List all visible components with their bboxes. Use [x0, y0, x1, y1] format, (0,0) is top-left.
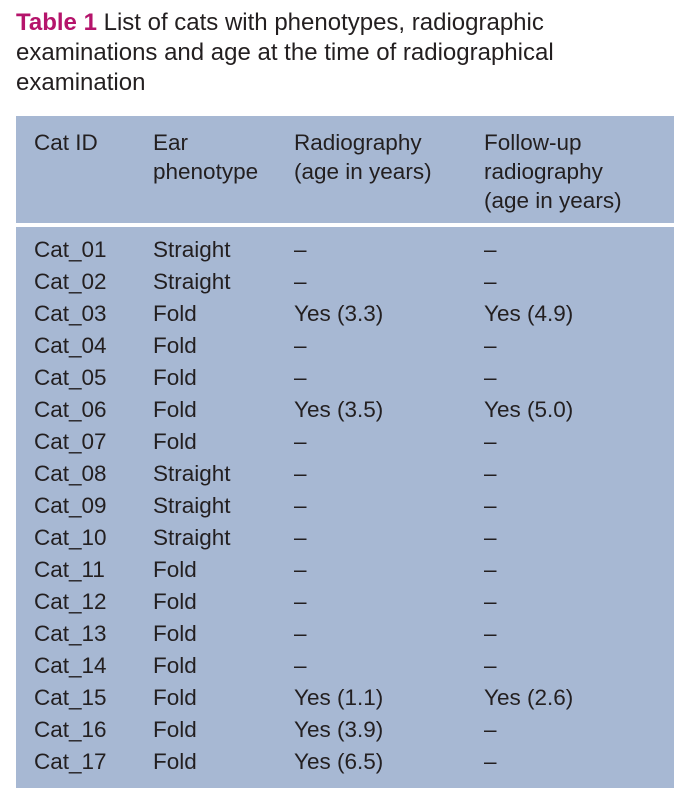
cell-radiography: – — [294, 557, 307, 582]
table-row — [16, 682, 674, 714]
cell-follow-up: – — [484, 237, 497, 262]
table-row — [16, 298, 674, 330]
table-row — [16, 234, 674, 266]
cell-follow-up: – — [484, 333, 497, 358]
header-follow-up-radiography: Follow-up radiography (age in years) — [484, 130, 622, 213]
cell-radiography: Yes (3.9) — [294, 717, 384, 742]
cell-radiography: – — [294, 653, 307, 678]
cell-ear-phenotype: Fold — [153, 397, 197, 422]
cell-cat-id: Cat_06 — [34, 397, 107, 422]
table-row — [16, 330, 674, 362]
cat-table — [16, 116, 674, 788]
cell-cat-id: Cat_07 — [34, 429, 107, 454]
cell-radiography: Yes (3.5) — [294, 397, 384, 422]
cell-follow-up: – — [484, 269, 497, 294]
table-row — [16, 586, 674, 618]
table-row — [16, 266, 674, 298]
cell-radiography: – — [294, 429, 307, 454]
table-row — [16, 394, 674, 426]
cell-radiography: Yes (1.1) — [294, 685, 384, 710]
table-row — [16, 746, 674, 778]
cell-cat-id: Cat_03 — [34, 301, 107, 326]
cell-follow-up: Yes (5.0) — [484, 397, 574, 422]
caption-text: List of cats with phenotypes, radiographic examinations and age at the time of radiographical examination — [16, 9, 554, 96]
cell-ear-phenotype: Fold — [153, 717, 197, 742]
cell-cat-id: Cat_14 — [34, 653, 107, 678]
table-row — [16, 490, 674, 522]
cell-follow-up: – — [484, 653, 497, 678]
cell-follow-up: – — [484, 429, 497, 454]
cell-cat-id: Cat_10 — [34, 525, 107, 550]
table-row — [16, 714, 674, 746]
header-divider — [16, 223, 674, 227]
cell-cat-id: Cat_08 — [34, 461, 107, 486]
cell-follow-up: – — [484, 717, 497, 742]
table-header-row — [16, 116, 674, 223]
cell-ear-phenotype: Straight — [153, 493, 231, 518]
cell-follow-up: – — [484, 557, 497, 582]
cell-ear-phenotype: Fold — [153, 557, 197, 582]
cell-follow-up: Yes (2.6) — [484, 685, 574, 710]
cell-radiography: – — [294, 525, 307, 550]
cell-radiography: – — [294, 365, 307, 390]
cell-follow-up: – — [484, 493, 497, 518]
cell-radiography: – — [294, 237, 307, 262]
cell-ear-phenotype: Straight — [153, 461, 231, 486]
table-body — [16, 234, 674, 778]
cell-ear-phenotype: Fold — [153, 749, 197, 774]
cell-ear-phenotype: Straight — [153, 237, 231, 262]
cell-cat-id: Cat_01 — [34, 237, 107, 262]
cell-radiography: Yes (3.3) — [294, 301, 384, 326]
table-row — [16, 522, 674, 554]
cell-follow-up: – — [484, 525, 497, 550]
cell-cat-id: Cat_05 — [34, 365, 107, 390]
cell-ear-phenotype: Fold — [153, 621, 197, 646]
header-ear-phenotype: Ear phenotype — [153, 130, 259, 184]
cell-ear-phenotype: Fold — [153, 589, 197, 614]
table-row — [16, 362, 674, 394]
cell-ear-phenotype: Fold — [153, 653, 197, 678]
cell-radiography: – — [294, 621, 307, 646]
cell-ear-phenotype: Fold — [153, 429, 197, 454]
cell-ear-phenotype: Fold — [153, 301, 197, 326]
cell-cat-id: Cat_15 — [34, 685, 107, 710]
cell-radiography: – — [294, 461, 307, 486]
table-row — [16, 554, 674, 586]
cell-radiography: – — [294, 269, 307, 294]
table-row — [16, 618, 674, 650]
cell-ear-phenotype: Straight — [153, 269, 231, 294]
header-radiography: Radiography (age in years) — [294, 130, 432, 184]
cell-follow-up: – — [484, 461, 497, 486]
cell-cat-id: Cat_04 — [34, 333, 107, 358]
caption-label: Table 1 — [16, 9, 97, 36]
cell-radiography: – — [294, 589, 307, 614]
table-row — [16, 650, 674, 682]
cell-follow-up: – — [484, 749, 497, 774]
cell-cat-id: Cat_12 — [34, 589, 107, 614]
cell-ear-phenotype: Fold — [153, 685, 197, 710]
cell-radiography: Yes (6.5) — [294, 749, 384, 774]
cell-cat-id: Cat_16 — [34, 717, 107, 742]
cell-cat-id: Cat_02 — [34, 269, 107, 294]
cell-cat-id: Cat_13 — [34, 621, 107, 646]
cell-follow-up: – — [484, 589, 497, 614]
cell-cat-id: Cat_11 — [34, 557, 105, 582]
table-row — [16, 426, 674, 458]
cell-ear-phenotype: Fold — [153, 333, 197, 358]
cell-radiography: – — [294, 493, 307, 518]
cell-follow-up: Yes (4.9) — [484, 301, 574, 326]
cell-follow-up: – — [484, 621, 497, 646]
table-row — [16, 458, 674, 490]
cell-radiography: – — [294, 333, 307, 358]
cell-cat-id: Cat_09 — [34, 493, 107, 518]
cell-ear-phenotype: Straight — [153, 525, 231, 550]
cell-cat-id: Cat_17 — [34, 749, 107, 774]
cell-follow-up: – — [484, 365, 497, 390]
header-cat-id: Cat ID — [34, 130, 98, 155]
table-caption — [16, 8, 656, 98]
cell-ear-phenotype: Fold — [153, 365, 197, 390]
